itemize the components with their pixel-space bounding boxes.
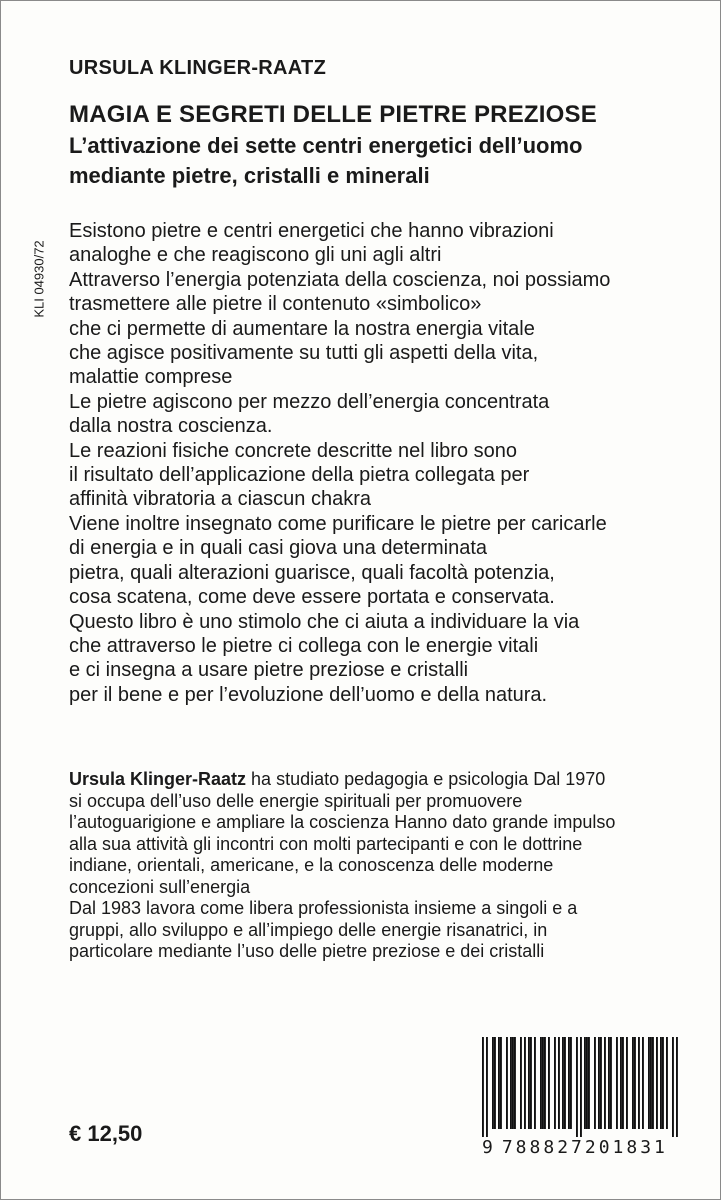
barcode-bar (600, 1037, 602, 1129)
bio-line: l’autoguarigione e ampliare la coscienza Hanno dato grande impulso (69, 812, 616, 832)
barcode-bar (500, 1037, 502, 1129)
barcode-bar (492, 1037, 494, 1129)
barcode-bar (652, 1037, 654, 1129)
barcode-bar (558, 1037, 560, 1129)
barcode-bar (642, 1037, 644, 1129)
blurb-line: Questo libro è uno stimolo che ci aiuta a individuare la via (69, 610, 580, 633)
barcode-bar (482, 1037, 484, 1137)
blurb-line: Le reazioni fisiche concrete descritte nel libro sono (69, 439, 518, 462)
bio-line: alla sua attività gli incontri con molti partecipanti e con le dottrine (69, 833, 583, 854)
blurb-line: Esistono pietre e centri energetici che hanno vibrazioni (69, 220, 554, 242)
barcode-bar (486, 1037, 488, 1137)
book-title: MAGIA E SEGRETI DELLE PIETRE PREZIOSE (69, 101, 597, 128)
blurb-line: per il bene e per l’evoluzione dell’uomo e della natura. (69, 683, 548, 706)
blurb-line: Attraverso l’energia potenziata della coscienza, noi possiamo (69, 268, 611, 291)
barcode-bar (586, 1037, 588, 1129)
barcode-bar (570, 1037, 572, 1129)
blurb-line: Le pietre agiscono per mezzo dell’energia concentrata (69, 390, 550, 413)
blurb-line: malattie comprese (69, 366, 233, 389)
blurb-line: pietra, quali alterazioni guarisce, quali facoltà potenzia, (69, 561, 555, 584)
isbn-barcode (482, 1037, 678, 1157)
barcode-bar (632, 1037, 634, 1129)
blurb-text (69, 219, 709, 707)
bio-line: si occupa dell’uso delle energie spirituali per promuovere (69, 790, 523, 811)
barcode-bar (584, 1037, 586, 1129)
barcode-bar (626, 1037, 628, 1129)
barcode-bar (616, 1037, 618, 1129)
isbn-lead-digit: 9 (482, 1137, 496, 1158)
barcode-bar (634, 1037, 636, 1129)
bio-line: concezioni sull’energia (69, 876, 251, 897)
barcode-bar (514, 1037, 516, 1129)
barcode-bar (576, 1037, 578, 1137)
price-label: € 12,50 (69, 1121, 143, 1146)
book-subtitle (69, 131, 689, 191)
barcode-bar (622, 1037, 624, 1129)
blurb-line: affinità vibratoria a ciascun chakra (69, 488, 372, 511)
barcode-bar (564, 1037, 566, 1129)
barcode-bar (648, 1037, 650, 1129)
barcode-bar (638, 1037, 640, 1129)
subtitle-line: L’attivazione dei sette centri energetici dell’uomo (69, 133, 583, 158)
bio-line: Dal 1983 lavora come libera professionista insieme a singoli e a (69, 898, 578, 918)
catalog-code (29, 223, 49, 335)
barcode-bar (506, 1037, 508, 1129)
isbn-digits: 788827201831 (501, 1137, 668, 1158)
barcode-bar (608, 1037, 610, 1129)
blurb-line: di energia e in quali casi giova una determinata (69, 537, 488, 560)
isbn-number (482, 1137, 678, 1158)
bio-first-line-text: ha studiato pedagogia e psicologia Dal 1970 (246, 769, 606, 789)
blurb-line: trasmettere alle pietre il contenuto «simbolico» (69, 293, 482, 316)
author-name: URSULA KLINGER-RAATZ (69, 57, 327, 79)
barcode-bar (666, 1037, 668, 1129)
blurb-line: che attraverso le pietre ci collega con le energie vitali (69, 634, 539, 657)
author-bio (69, 769, 709, 963)
barcode-bar (562, 1037, 564, 1129)
blurb-line: e ci insegna a usare pietre preziose e cristalli (69, 659, 469, 682)
barcode-bar (656, 1037, 658, 1129)
barcode-bar (598, 1037, 600, 1129)
subtitle-line: mediante pietre, cristalli e minerali (69, 163, 430, 188)
blurb-line: cosa scatena, come deve essere portata e conservata. (69, 586, 555, 609)
barcode-bar (544, 1037, 546, 1129)
blurb-line: che agisce positivamente su tutti gli aspetti della vita, (69, 342, 539, 365)
barcode-bar (528, 1037, 530, 1129)
barcode-bar (530, 1037, 532, 1129)
barcode-bar (594, 1037, 596, 1129)
barcode-bar (524, 1037, 526, 1129)
barcode-bar (494, 1037, 496, 1129)
blurb-line: che ci permette di aumentare la nostra energia vitale (69, 317, 535, 340)
barcode-bar (498, 1037, 500, 1129)
blurb-line: il risultato dell’applicazione della pietra collegata per (69, 464, 530, 487)
barcode-bar (620, 1037, 622, 1129)
bio-author-name: Ursula Klinger-Raatz (69, 769, 247, 789)
barcode-bar (554, 1037, 556, 1129)
barcode-bar (534, 1037, 536, 1129)
blurb-line: analoghe e che reagiscono gli uni agli altri (69, 244, 442, 267)
barcode-bar (542, 1037, 544, 1129)
catalog-code-text: KLI 04930/72 (31, 240, 47, 318)
barcode-bar (676, 1037, 678, 1137)
barcode-bar (660, 1037, 662, 1129)
blurb-line: Viene inoltre insegnato come purificare le pietre per caricarle (69, 512, 607, 535)
bio-line: gruppi, allo sviluppo e all’impiego delle energie risanatrici, in (69, 919, 548, 940)
barcode-bar (650, 1037, 652, 1129)
bio-first-line (69, 769, 709, 791)
barcode-bar (512, 1037, 514, 1129)
barcode-bar (672, 1037, 674, 1137)
bio-line: particolare mediante l’uso delle pietre preziose e dei cristalli (69, 941, 545, 961)
bio-line: indiane, orientali, americane, e la conoscenza delle moderne (69, 855, 554, 875)
barcode-bar (610, 1037, 612, 1129)
barcode-bar (604, 1037, 606, 1129)
barcode-bar (588, 1037, 590, 1129)
barcode-bar (520, 1037, 522, 1129)
blurb-line: dalla nostra coscienza. (69, 415, 273, 438)
barcode-bar (540, 1037, 542, 1129)
barcode-bars (482, 1037, 678, 1137)
barcode-bar (580, 1037, 582, 1137)
barcode-bar (568, 1037, 570, 1129)
barcode-bar (548, 1037, 550, 1129)
barcode-bar (510, 1037, 512, 1129)
barcode-bar (662, 1037, 664, 1129)
